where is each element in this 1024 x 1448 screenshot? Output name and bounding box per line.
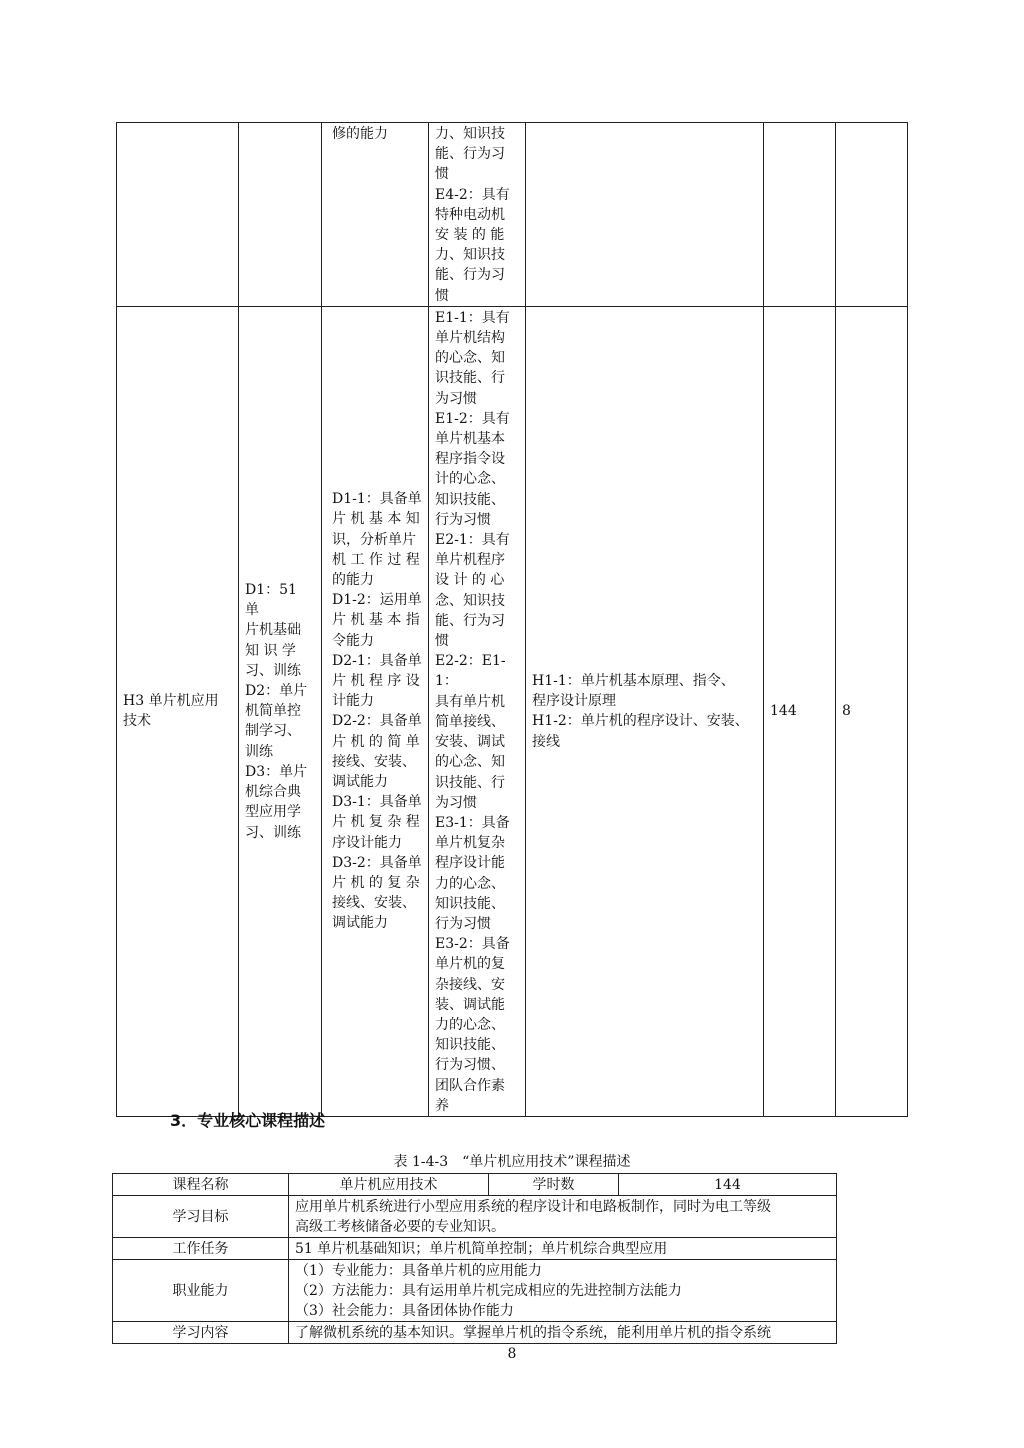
course-name-cell: H3 单片机应用 技术 xyxy=(117,306,239,1116)
row-value: 了解微机系统的基本知识。掌握单片机的指令系统，能利用单片机的指令系统 xyxy=(289,1322,837,1344)
row-label: 课程名称 xyxy=(113,1174,289,1196)
table-cell xyxy=(117,123,239,307)
course-name-value: 单片机应用技术 xyxy=(289,1174,489,1196)
table-row xyxy=(113,1196,837,1238)
table-cell: 修的能力 xyxy=(322,123,429,307)
elements-cell: E1-1：具有 单片机结构 的心念、知 识技能、行 为习惯 E1-2：具有 单片机基本 程序指令设 计的心念、 知识技能、 行为习惯 E2-1：具有 单片机程序 设 计 的 心 念、知识技 能、行为习 惯 E2-2：E1-1： 具有单片机 简单接线、 安装、调试 的心念、知 识技能、行 为习惯 E3-1：具备 单片机复杂 程序设计能 力的心念、 知识技能、 行为习惯 E3-2：具备 单片机的复 杂接线、安 装、调试能 力的心念、 知识技能、 行为习惯、 团队合作素 养 xyxy=(429,306,526,1116)
section-heading: 3．专业核心课程描述 xyxy=(170,1111,326,1130)
row-label: 学习内容 xyxy=(113,1322,289,1344)
table-row xyxy=(113,1174,837,1196)
row-label: 工作任务 xyxy=(113,1238,289,1260)
row-value: 51 单片机基础知识；单片机简单控制；单片机综合典型应用 xyxy=(289,1238,837,1260)
table-row xyxy=(117,123,908,307)
table-row xyxy=(113,1260,837,1322)
work-tasks-cell: D1：51 单 片机基础 知 识 学 习、训练 D2：单片 机简单控 制学习、 训练 D3：单片 机综合典 型应用学 习、训练 xyxy=(239,306,322,1116)
row-value: （1）专业能力：具备单片机的应用能力 （2）方法能力：具有运用单片机完成相应的先进控制方法能力 （3）社会能力：具备团体协作能力 xyxy=(289,1260,837,1322)
content-cell: H1-1：单片机基本原理、指令、 程序设计原理 H1-2：单片机的程序设计、安装、 接线 xyxy=(526,306,764,1116)
course-mapping-table xyxy=(116,122,908,1117)
credits-cell: 8 xyxy=(836,306,908,1116)
row-value: 应用单片机系统进行小型应用系统的程序设计和电路板制作，同时为电工等级 高级工考核储备必要的专业知识。 xyxy=(289,1196,837,1238)
row-label: 职业能力 xyxy=(113,1260,289,1322)
table-cell: 力、知识技 能、行为习 惯 E4-2：具有 特种电动机 安 装 的 能 力、知识技 能、行为习 惯 xyxy=(429,123,526,307)
row-label: 学习目标 xyxy=(113,1196,289,1238)
table-row xyxy=(113,1322,837,1344)
table-cell xyxy=(836,123,908,307)
abilities-cell: D1-1：具备单 片 机 基 本 知 识，分析单片 机 工 作 过 程 的能力 D1-2：运用单 片 机 基 本 指 令能力 D2-1：具备单 片 机 程 序 设 计能力 D2-2：具备单 片 机 的 简 单 接线、安装、 调试能力 D3-1：具备单 片 机 复 杂 程 序设计能力 D3-2：具备单 片 机 的 复 杂 接线、安装、 调试能力 xyxy=(322,306,429,1116)
course-description-table xyxy=(112,1173,837,1344)
hours-value: 144 xyxy=(619,1174,837,1196)
row-label: 学时数 xyxy=(489,1174,619,1196)
table-cell xyxy=(526,123,764,307)
table-caption: 表 1-4-3 “单片机应用技术”课程描述 xyxy=(393,1154,631,1170)
page-number: 8 xyxy=(507,1346,517,1362)
hours-cell: 144 xyxy=(764,306,836,1116)
table-cell xyxy=(764,123,836,307)
table-row xyxy=(117,306,908,1116)
table-row xyxy=(113,1238,837,1260)
table-cell xyxy=(239,123,322,307)
